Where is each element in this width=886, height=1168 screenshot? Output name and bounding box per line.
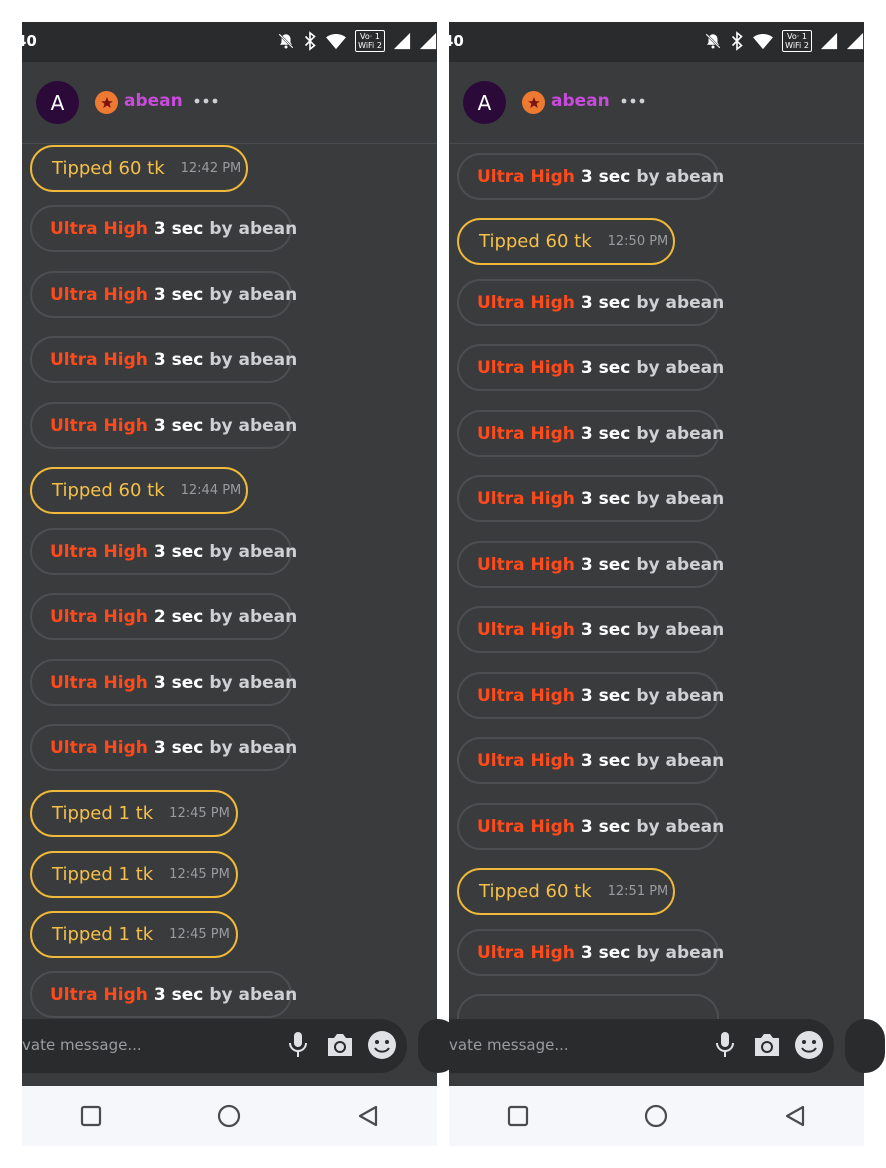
ultra-message: Ultra High 2 sec by abean	[30, 593, 292, 640]
mic-icon[interactable]	[710, 1030, 740, 1060]
status-time: 40	[443, 32, 464, 50]
tip-message: Tipped 60 tk 12:51 PM	[457, 868, 675, 915]
recents-icon[interactable]	[498, 1096, 538, 1136]
message-input-bar	[22, 1019, 407, 1073]
bell-off-icon	[704, 32, 722, 50]
tip-message: Tipped 60 tk 12:42 PM	[30, 145, 248, 192]
ultra-message: Ultra High 3 sec by abean	[457, 475, 719, 522]
more-horizontal-icon[interactable]	[621, 91, 645, 115]
ultra-message: Ultra High 3 sec by abean	[457, 153, 719, 200]
ultra-message: Ultra High 3 sec by abean	[30, 402, 292, 449]
ultra-message: Ultra High 3 sec by abean	[457, 606, 719, 653]
camera-icon[interactable]	[325, 1030, 355, 1060]
tip-message: Tipped 1 tk 12:45 PM	[30, 790, 238, 837]
bluetooth-icon	[730, 32, 744, 50]
message-input-bar	[449, 1019, 834, 1073]
bell-off-icon	[277, 32, 295, 50]
message-input[interactable]: vate message...	[22, 1036, 142, 1054]
avatar[interactable]: A	[463, 81, 506, 124]
avatar[interactable]: A	[36, 81, 79, 124]
star-badge-icon	[522, 91, 545, 114]
chat-header	[22, 62, 437, 144]
ultra-message: Ultra High 3 sec by abean	[30, 205, 292, 252]
ultra-message: Ultra High 3 sec by abean	[30, 271, 292, 318]
mic-icon[interactable]	[283, 1030, 313, 1060]
ultra-message: Ultra High 3 sec by abean	[457, 344, 719, 391]
status-time: 40	[16, 32, 37, 50]
status-bar	[443, 22, 864, 62]
ultra-message: Ultra High 3 sec by abean	[457, 737, 719, 784]
signal-icon	[846, 32, 864, 50]
tip-message: Tipped 60 tk 12:50 PM	[457, 218, 675, 265]
ultra-message: Ultra High 3 sec by abean	[30, 971, 292, 1018]
bluetooth-icon	[303, 32, 317, 50]
system-nav-bar	[449, 1086, 864, 1146]
ultra-message: Ultra High 3 sec by abean	[30, 528, 292, 575]
status-bar	[16, 22, 437, 62]
message-input[interactable]: vate message...	[449, 1036, 569, 1054]
ultra-message: Ultra High 3 sec by abean	[457, 672, 719, 719]
username[interactable]: abean	[551, 91, 610, 111]
back-icon[interactable]	[348, 1096, 388, 1136]
username[interactable]: abean	[124, 91, 183, 111]
ultra-message: Ultra High 3 sec by abean	[30, 336, 292, 383]
ultra-message: Ultra High 3 sec by abean	[457, 410, 719, 457]
ultra-message: Ultra High 3 sec by abean	[30, 659, 292, 706]
recents-icon[interactable]	[71, 1096, 111, 1136]
signal-icon	[820, 32, 838, 50]
ultra-message: Ultra High 3 sec by abean	[457, 279, 719, 326]
ultra-message: Ultra High 3 sec by abean	[457, 803, 719, 850]
emoji-icon[interactable]	[794, 1030, 824, 1060]
chat-header	[449, 62, 864, 144]
wifi-icon	[752, 32, 774, 50]
vowifi-badge: Vo· 1 WiFi 2	[782, 30, 812, 52]
chat-screen-left	[16, 22, 437, 1146]
star-badge-icon	[95, 91, 118, 114]
ultra-message: Ultra High 3 sec by abean	[457, 929, 719, 976]
more-horizontal-icon[interactable]	[194, 91, 218, 115]
vowifi-badge: Vo· 1 WiFi 2	[355, 30, 385, 52]
send-button[interactable]	[845, 1019, 885, 1073]
chat-screen-right	[443, 22, 864, 1146]
signal-icon	[419, 32, 437, 50]
home-icon[interactable]	[209, 1096, 249, 1136]
message-list[interactable]	[449, 144, 864, 1004]
back-icon[interactable]	[775, 1096, 815, 1136]
signal-icon	[393, 32, 411, 50]
emoji-icon[interactable]	[367, 1030, 397, 1060]
camera-icon[interactable]	[752, 1030, 782, 1060]
ultra-message: Ultra High 3 sec by abean	[30, 724, 292, 771]
tip-message: Tipped 60 tk 12:44 PM	[30, 467, 248, 514]
ultra-message: Ultra High 3 sec by abean	[457, 541, 719, 588]
message-list[interactable]	[22, 144, 437, 1004]
home-icon[interactable]	[636, 1096, 676, 1136]
wifi-icon	[325, 32, 347, 50]
tip-message: Tipped 1 tk 12:45 PM	[30, 911, 238, 958]
tip-message: Tipped 1 tk 12:45 PM	[30, 851, 238, 898]
system-nav-bar	[22, 1086, 437, 1146]
